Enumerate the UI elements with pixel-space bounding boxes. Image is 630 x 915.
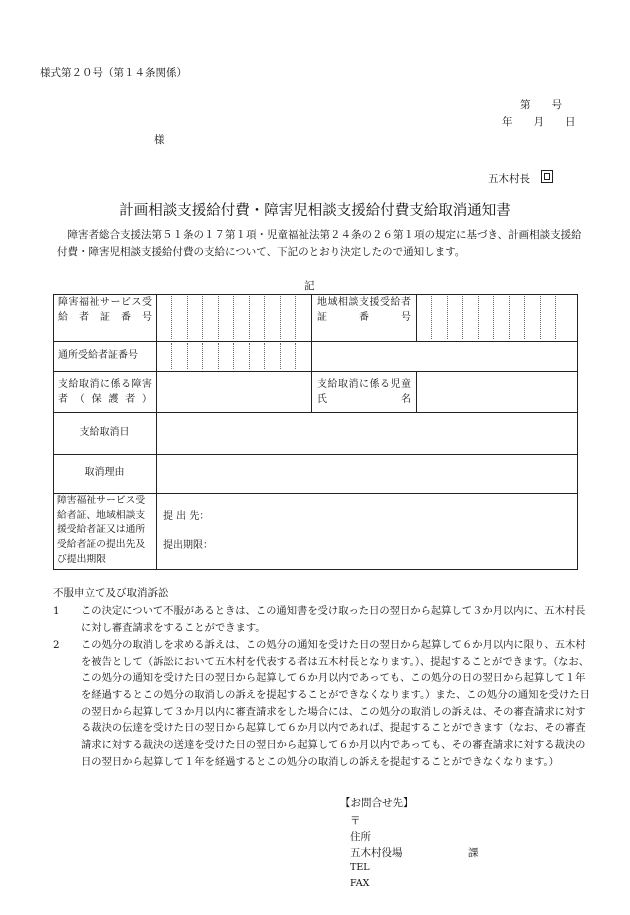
regional-cert-number-label: 地域相談支援受給者証番号 — [317, 297, 411, 323]
contact-address-label: 住所 — [350, 831, 371, 843]
submit-deadline-label: 提出期限： — [163, 540, 213, 551]
appeal-item-1 — [53, 603, 593, 636]
appeal-heading: 不服申立て及び取消訴訟 — [53, 587, 169, 599]
submission-destination-label: 障害福祉サービス受給者証、地域相談支援受給者証又は通所受給者証の提出先及び提出期限 — [57, 495, 146, 565]
document-title: 計画相談支援給付費・障害児相談支援給付費支給取消通知書 — [119, 203, 511, 219]
contact-fax-label: FAX — [350, 878, 370, 889]
cancel-reason-label: 取消理由 — [84, 467, 125, 478]
appeal-item-2-text: この処分の取消しを求める訴えは、この処分の通知を受けた日の翌日から起算して６か月以内に限り、五木村を被告として（訴訟において五木村を代表する者は五木村長となります。）、提起することができます。（なお、この処分の通知を受けた日の翌日から起算して６か月以内であっても、この処分の日の翌日から起算して１年を経過するとこの処分の取消しの訴えを提起することができなくなります。）また、この処分の通知を受けた日の翌日から起算して３か月以内に審査請求をした場合には、この処分の取消しの訴えは、その審査請求に対する裁決の伝達を受けた日の翌日から起算して６か月以内であれば、提起することができます（なお、その審査請求に対する裁決の送達を受けた日の翌日から起算して６か月以内であっても、その審査請求に対する裁決の日の翌日から起算して１年を経過するとこの処分の取消しの訴えを提起することができなくなります。） — [81, 639, 590, 768]
cancel-person-label: 支給取消に係る障害者（保護者） — [58, 379, 152, 405]
appeal-item-1-text: この決定について不服があるときは、この通知書を受け取った日の翌日から起算して３か月以内に、五木村長に対し審査請求をすることができます。 — [81, 605, 586, 634]
document-number: 第 号 — [520, 99, 562, 111]
cancellation-form-table — [53, 294, 578, 570]
cancel-child-name-label: 支給取消に係る児童氏名 — [317, 379, 411, 405]
ki-marker: 記 — [304, 280, 315, 292]
appeal-item-1-number: 1 — [53, 605, 60, 617]
intro-paragraph: 障害者総合支援法第５１条の１７第１項・児童福祉法第２４条の２６第１項の規定に基づき、計画相談支援給付費・障害児相談支援給付費の支給について、下記のとおり決定したので通知します。 — [57, 229, 582, 258]
appeal-item-2-number: 2 — [53, 639, 60, 651]
contact-heading: 【お問合せ先】 — [340, 797, 414, 809]
cancel-date-label: 支給取消日 — [79, 427, 130, 438]
issuer-name: 五木村長 — [488, 173, 530, 185]
contact-section-label: 課 — [468, 847, 479, 859]
contact-office: 五木村役場 — [350, 847, 403, 859]
submit-to-label: 提 出 先： — [163, 511, 210, 522]
document-date: 年 月 日 — [502, 116, 576, 128]
seal-icon — [541, 170, 553, 183]
recipient-cert-number-label: 障害福祉サービス受給者証番号 — [58, 297, 152, 323]
contact-tel-label: TEL — [350, 862, 370, 873]
appeal-item-2 — [53, 637, 593, 770]
contact-postal-mark: 〒 — [350, 815, 361, 827]
form-number: 様式第２０号（第１４条関係） — [40, 67, 187, 79]
recipient-honorific: 様 — [154, 134, 165, 146]
day-service-cert-number-label: 通所受給者証番号 — [58, 350, 138, 361]
